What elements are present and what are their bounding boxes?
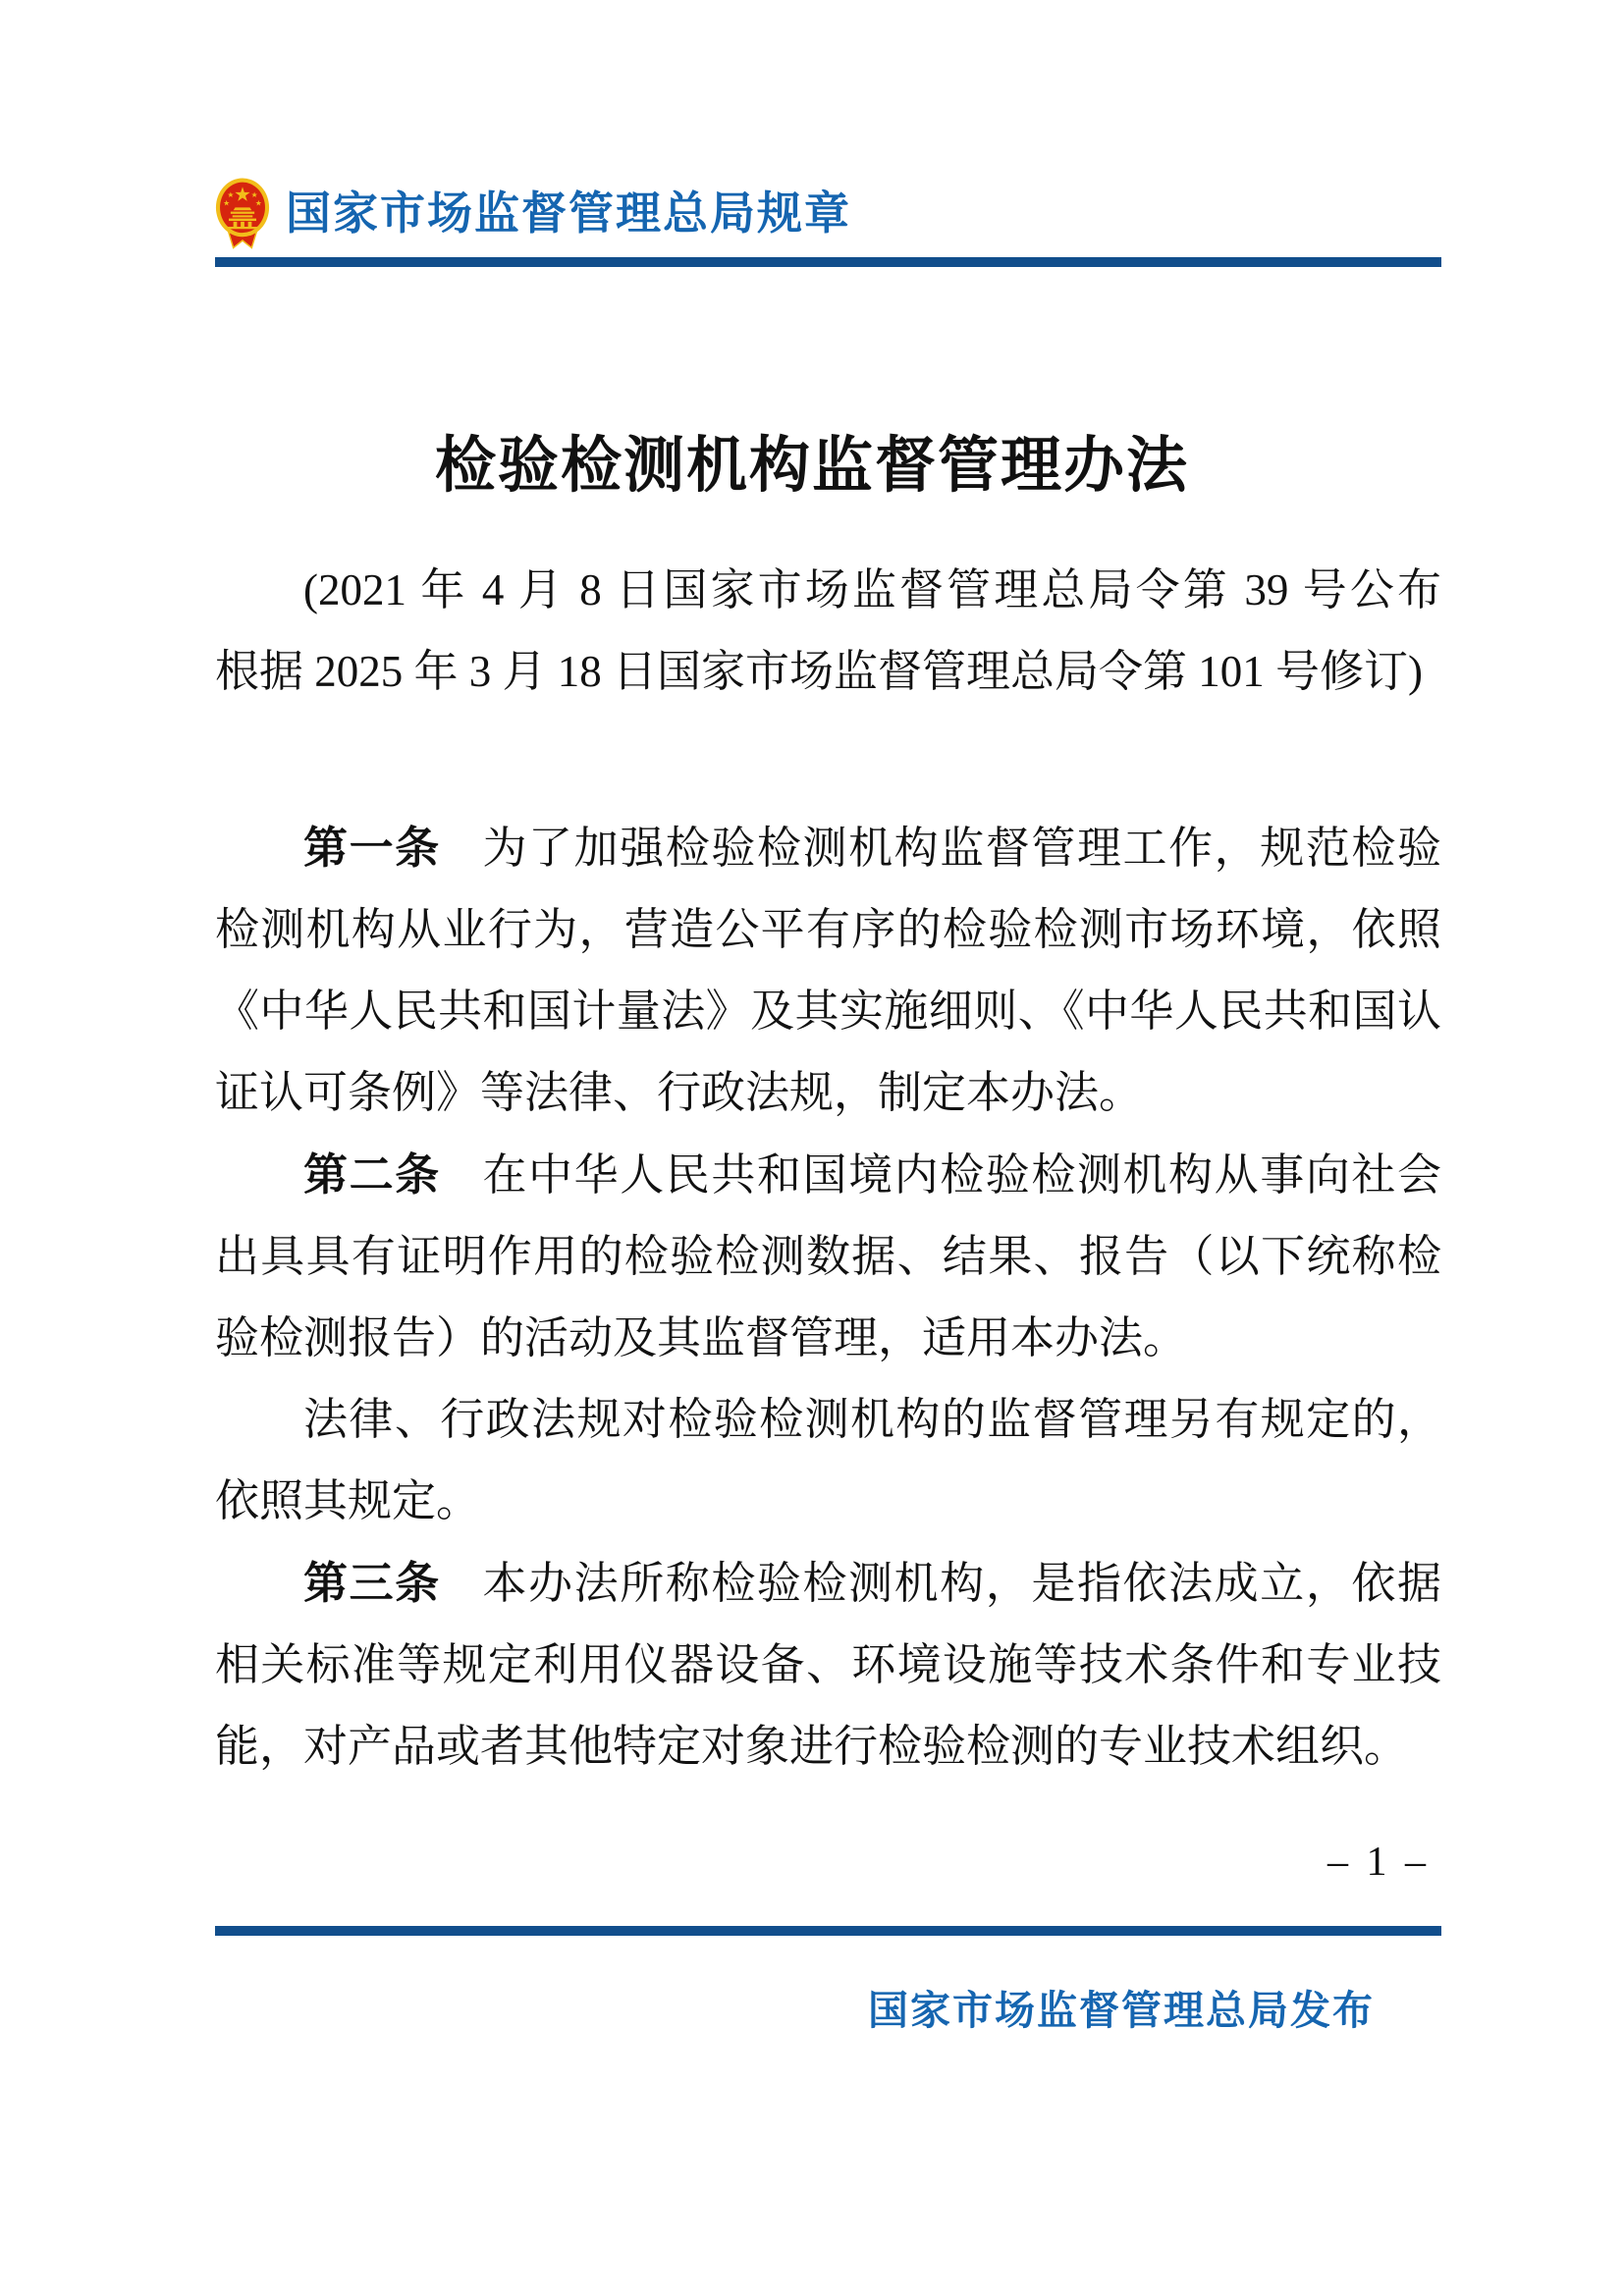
article-2-paragraph-2 <box>215 1379 1441 1542</box>
article-2-text: 在中华人民共和国境内检验检测机构从事向社会出具具有证明作用的检验检测数据、结果、报告（以下统称检验检测报告）的活动及其监督管理，适用本办法。 <box>215 1150 1441 1362</box>
article-2 <box>215 1134 1441 1379</box>
article-3-text: 本办法所称检验检测机构，是指依法成立，依据相关标准等规定利用仪器设备、环境设施等技术条件和专业技能，对产品或者其他特定对象进行检验检测的专业技术组织。 <box>215 1559 1441 1771</box>
national-emblem-icon <box>215 177 270 249</box>
publisher-label: 国家市场监督管理总局发布 <box>868 1988 1375 2033</box>
document-body <box>215 807 1441 1788</box>
page-number: – 1 – <box>1327 1840 1430 1885</box>
article-1-number: 第一条 <box>303 823 441 873</box>
article-2-paragraph-2-text: 法律、行政法规对检验检测机构的监督管理另有规定的，依照其规定。 <box>215 1395 1441 1525</box>
footer-divider <box>215 1926 1441 1936</box>
article-3 <box>215 1542 1441 1788</box>
article-1-text: 为了加强检验检测机构监督管理工作，规范检验检测机构从业行为，营造公平有序的检验检测市场环境，依照《中华人民共和国计量法》及其实施细则、《中华人民共和国认证认可条例》等法律、行政法规，制定本办法。 <box>215 824 1441 1117</box>
article-1 <box>215 807 1441 1134</box>
header-bar <box>215 177 851 249</box>
document-title: 检验检测机构监督管理办法 <box>434 433 1189 500</box>
header-agency-label: 国家市场监督管理总局规章 <box>286 187 851 239</box>
article-3-number: 第三条 <box>303 1558 441 1608</box>
header-divider <box>215 257 1441 267</box>
article-2-number: 第二条 <box>303 1149 441 1200</box>
promulgation-note: (2021 年 4 月 8 日国家市场监督管理总局令第 39 号公布 根据 2025 年 3 月 18 日国家市场监督管理总局令第 101 号修订) <box>215 565 1487 696</box>
